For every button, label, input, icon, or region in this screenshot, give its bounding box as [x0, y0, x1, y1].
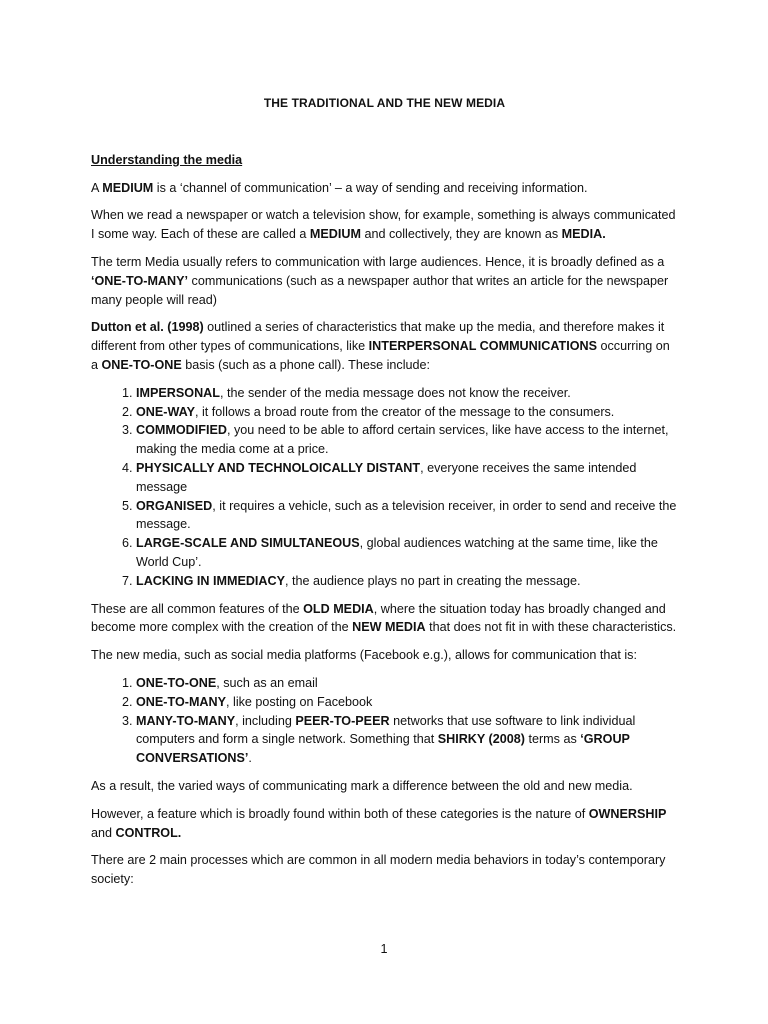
- characteristics-list: [91, 384, 678, 591]
- paragraph-medium-examples: When we read a newspaper or watch a television show, for example, something is always communicated I some way. Each of these are called a MEDIUM and collectively, they are known as MEDIA.: [91, 208, 676, 242]
- list-item: 5. ORGANISED, it requires a vehicle, such as a television receiver, in order to send and receive the message.: [136, 497, 678, 535]
- paragraph-media-term: The term Media usually refers to communication with large audiences. Hence, it is broadly defined as a ‘ONE-TO-MANY’ communications (such as a newspaper author that writes an article for the newspaper many people will read): [91, 254, 669, 307]
- list-item: 3. COMMODIFIED, you need to be able to afford certain services, like have access to the internet, making the media come at a price.: [136, 421, 678, 459]
- paragraph-processes: There are 2 main processes which are common in all modern media behaviors in today’s contemporary society:: [91, 853, 666, 887]
- paragraph-ownership: However, a feature which is broadly found within both of these categories is the nature of OWNERSHIP and CONTROL.: [91, 806, 667, 840]
- list-item: 4. PHYSICALLY AND TECHNOLOICALLY DISTANT, everyone receives the same intended message: [136, 459, 678, 497]
- list-item: 3. MANY-TO-MANY, including PEER-TO-PEER networks that use software to link individual computers and form a single network. Something that SHIRKY (2008) terms as ‘GROUP CONVERSATIONS’.: [136, 712, 678, 768]
- paragraph-dutton: Dutton et al. (1998) outlined a series of characteristics that make up the media, and therefore makes it different from other types of communications, like INTERPERSONAL COMMUNICATIONS occurring on a ONE-TO-ONE basis (such as a phone call). These include:: [91, 320, 670, 372]
- document-title: THE TRADITIONAL AND THE NEW MEDIA: [263, 96, 506, 110]
- list-item: 7. LACKING IN IMMEDIACY, the audience plays no part in creating the message.: [136, 572, 678, 591]
- list-item: 6. LARGE-SCALE AND SIMULTANEOUS, global audiences watching at the same time, like the World Cup’.: [136, 534, 678, 572]
- paragraph-old-media: These are all common features of the OLD MEDIA, where the situation today has broadly changed and become more complex with the creation of the NEW MEDIA that does not fit in with these characteristics.: [91, 601, 677, 635]
- paragraph-result: As a result, the varied ways of communicating mark a difference between the old and new media.: [91, 778, 633, 793]
- list-item: 2. ONE-WAY, it follows a broad route from the creator of the message to the consumers.: [136, 403, 678, 422]
- paragraph-medium-definition: A MEDIUM is a ‘channel of communication’ – a way of sending and receiving information.: [91, 180, 588, 195]
- new-media-list: [91, 674, 678, 768]
- section-heading: Understanding the media: [91, 152, 243, 167]
- paragraph-new-media: The new media, such as social media platforms (Facebook e.g.), allows for communication that is:: [91, 648, 637, 663]
- page-number: 1: [380, 942, 388, 956]
- list-item: 1. ONE-TO-ONE, such as an email: [136, 674, 678, 693]
- list-item: 1. IMPERSONAL, the sender of the media message does not know the receiver.: [136, 384, 678, 403]
- list-item: 2. ONE-TO-MANY, like posting on Facebook: [136, 693, 678, 712]
